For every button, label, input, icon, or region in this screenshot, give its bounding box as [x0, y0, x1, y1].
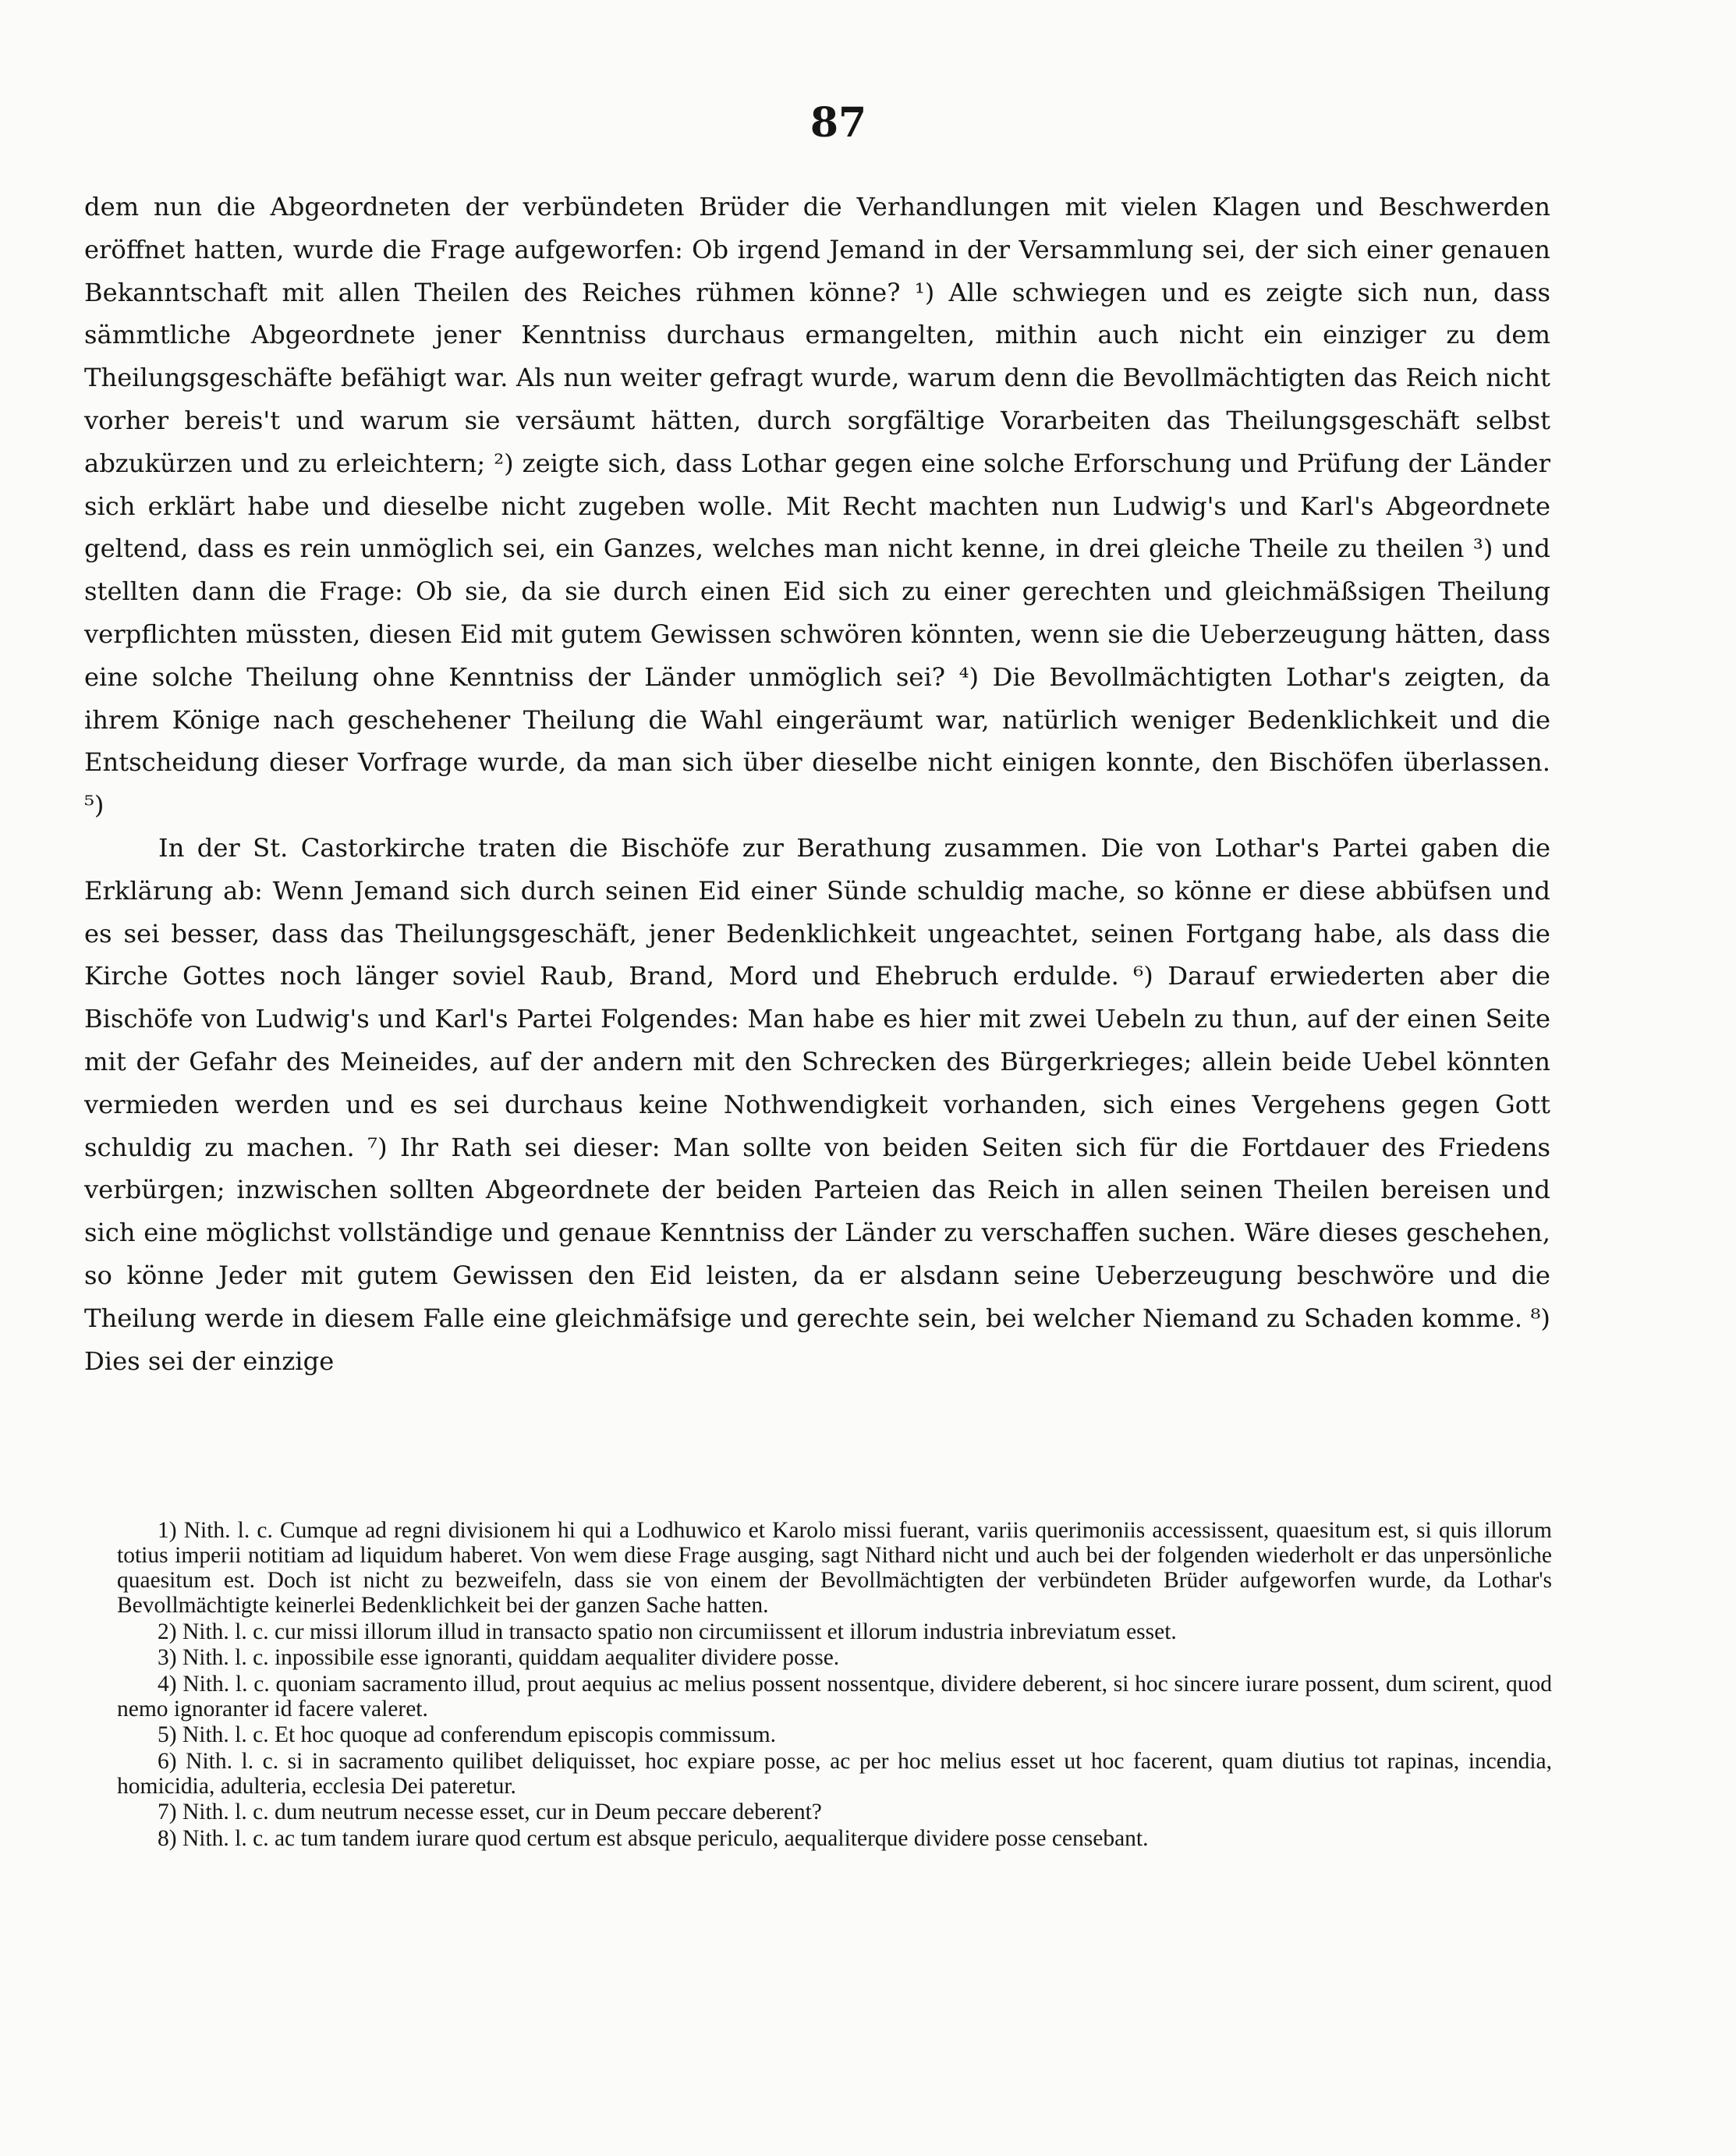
footnote-text: Nith. l. c. cur missi illorum illud in transacto spatio non circumiissent et illorum industria inbreviatum esset.	[182, 1619, 1177, 1644]
page-number: 87	[810, 99, 867, 147]
footnote-number: 4)	[158, 1671, 177, 1697]
footnote	[117, 1722, 1552, 1747]
footnote-text: Nith. l. c. dum neutrum necesse esset, cur in Deum peccare deberent?	[182, 1800, 822, 1824]
footnote-text: Nith. l. c. Et hoc quoque ad conferendum episcopis commissum.	[182, 1722, 777, 1747]
footnote-text: Nith. l. c. inpossibile esse ignoranti, quiddam aequaliter dividere posse.	[182, 1645, 840, 1670]
footnote	[117, 1672, 1552, 1722]
main-text	[84, 186, 1550, 1382]
footnote-text: Nith. l. c. quoniam sacramento illud, prout aequius ac melius possent nossentque, dividere deberent, si hoc sincere iurare possent, dum scirent, quod nemo ignoranter id facere valeret.	[117, 1671, 1552, 1722]
footnote-text: Nith. l. c. Cumque ad regni divisionem hi qui a Lodhuwico et Karolo missi fuerant, variis querimoniis accessissent, quaesitum est, si quis illorum totius imperii notitiam ad liquidum haberet. Von wem diese Frage ausging, sagt Nithard nicht und auch bei der folgenden wiederholt er das unpersönliche quaesitum est. Doch ist nicht zu bezweifeln, dass sie von einem der Bevollmächtigten der verbündeten Brüder aufgeworfen wurde, da Lothar's Bevollmächtigte keinerlei Bedenklichkeit bei der ganzen Sache hatten.	[117, 1518, 1553, 1618]
footnote	[117, 1800, 1552, 1824]
footnote-number: 3)	[158, 1645, 177, 1670]
footnote-number: 1)	[158, 1518, 177, 1543]
footnote-number: 8)	[158, 1825, 177, 1851]
paragraph: In der St. Castorkirche traten die Bischöfe zur Berathung zusammen. Die von Lothar's Partei gaben die Erklärung ab: Wenn Jemand sich durch seinen Eid einer Sünde schuldig mache, so könne er diese abbüfsen und es sei besser, dass das Theilungsgeschäft, jener Bedenklichkeit ungeachtet, seinen Fortgang habe, als dass die Kirche Gottes noch länger soviel Raub, Brand, Mord und Ehebruch erdulde. ⁶) Darauf erwiederten aber die Bischöfe von Ludwig's und Karl's Partei Folgendes: Man habe es hier mit zwei Uebeln zu thun, auf der einen Seite mit der Gefahr des Meineides, auf der andern mit den Schrecken des Bürgerkrieges; allein beide Uebel könnten vermieden werden und es sei durchaus keine Nothwendigkeit vorhanden, sich eines Vergehens gegen Gott schuldig zu machen. ⁷) Ihr Rath sei dieser: Man sollte von beiden Seiten sich für die Fortdauer des Friedens verbürgen; inzwischen sollten Abgeordnete der beiden Parteien das Reich in allen seinen Theilen bereisen und sich eine möglichst vollständige und genaue Kenntniss der Länder zu verschaffen suchen. Wäre dieses geschehen, so könne Jeder mit gutem Gewissen den Eid leisten, da er alsdann seine Ueberzeugung beschwöre und die Theilung werde in diesem Falle eine gleichmäfsige und gerechte sein, bei welcher Niemand zu Schaden komme. ⁸) Dies sei der einzige	[84, 832, 1550, 1376]
footnote-number: 5)	[158, 1722, 177, 1747]
footnote	[117, 1645, 1552, 1670]
footnote-text: Nith. l. c. ac tum tandem iurare quod certum est absque periculo, aequaliterque dividere posse censebant.	[182, 1825, 1149, 1851]
footnote	[117, 1518, 1552, 1618]
footnote	[117, 1749, 1552, 1799]
footnote-text: Nith. l. c. si in sacramento quilibet deliquisset, hoc expiare posse, ac per hoc melius esset ut hoc facerent, quam diutius tot rapinas, incendia, homicidia, adulteria, ecclesia Dei pateretur.	[117, 1748, 1552, 1799]
footnote	[117, 1619, 1552, 1644]
footnote-number: 2)	[158, 1619, 177, 1644]
footnote	[117, 1826, 1552, 1851]
footnote-number: 7)	[158, 1800, 177, 1824]
footnote-number: 6)	[158, 1748, 177, 1774]
footnotes	[117, 1518, 1552, 1852]
paragraph: dem nun die Abgeordneten der verbündeten Brüder die Verhandlungen mit vielen Klagen und Beschwerden eröffnet hatten, wurde die Frage aufgeworfen: Ob irgend Jemand in der Versammlung sei, der sich einer genauen Bekanntschaft mit allen Theilen des Reiches rühmen könne? ¹) Alle schwiegen und es zeigte sich nun, dass sämmtliche Abgeordnete jener Kenntniss durchaus ermangelten, mithin auch nicht ein einziger zu dem Theilungsgeschäfte befähigt war. Als nun weiter gefragt wurde, warum denn die Bevollmächtigten das Reich nicht vorher bereis't und warum sie versäumt hätten, durch sorgfältige Vorarbeiten das Theilungsgeschäft selbst abzukürzen und zu erleichtern; ²) zeigte sich, dass Lothar gegen eine solche Erforschung und Prüfung der Länder sich erklärt habe und dieselbe nicht zugeben wolle. Mit Recht machten nun Ludwig's und Karl's Abgeordnete geltend, dass es rein unmöglich sei, ein Ganzes, welches man nicht kenne, in drei gleiche Theile zu theilen ³) und stellten dann die Frage: Ob sie, da sie durch einen Eid sich zu einer gerechten und gleichmäßsigen Theilung verpflichten müssten, diesen Eid mit gutem Gewissen schwören könnten, wenn sie die Ueberzeugung hätten, dass eine solche Theilung ohne Kenntniss der Länder unmöglich sei? ⁴) Die Bevollmächtigten Lothar's zeigten, da ihrem Könige nach geschehener Theilung die Wahl eingeräumt war, natürlich weniger Bedenklichkeit und die Entscheidung dieser Vorfrage wurde, da man sich über dieselbe nicht einigen konnte, den Bischöfen überlassen. ⁵)	[84, 192, 1550, 821]
